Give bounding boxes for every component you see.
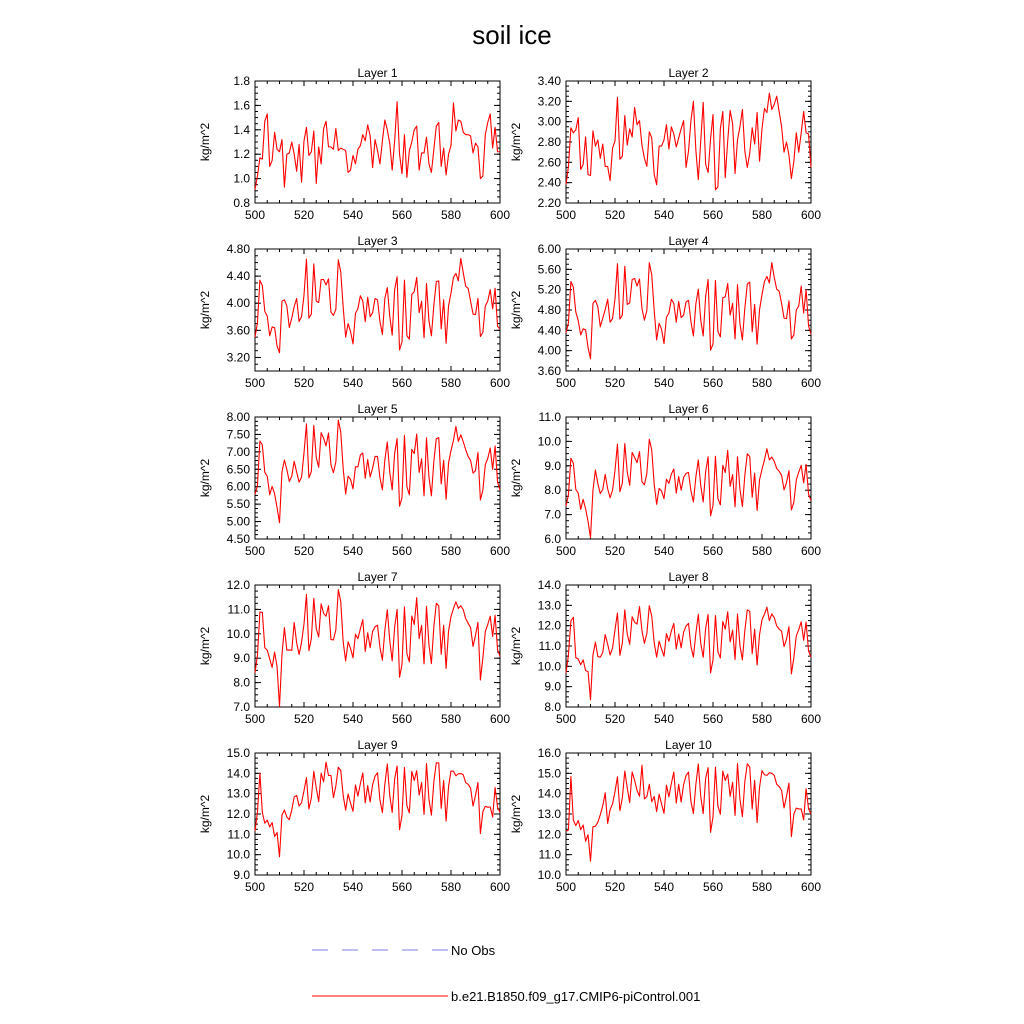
y-tick-label: 4.00: [537, 343, 561, 358]
y-axis-label: kg/m^2: [198, 458, 212, 498]
chart-panel: [198, 234, 510, 390]
x-tick-label: 600: [800, 544, 822, 558]
x-tick-label: 560: [702, 544, 724, 558]
y-tick-label: 5.50: [226, 497, 250, 512]
y-tick-label: 5.20: [537, 282, 561, 297]
x-tick-label: 600: [489, 544, 511, 558]
x-tick-label: 500: [555, 544, 577, 558]
y-tick-label: 14.0: [226, 766, 250, 781]
y-tick-label: 4.50: [226, 532, 250, 546]
plot-frame: [566, 585, 811, 707]
x-tick-label: 520: [604, 712, 626, 726]
y-tick-label: 3.60: [537, 364, 561, 378]
y-tick-label: 5.00: [226, 514, 250, 529]
x-tick-label: 580: [751, 712, 773, 726]
series-line: [566, 606, 811, 700]
y-tick-label: 4.80: [226, 242, 250, 256]
chart-panels: [198, 66, 821, 894]
y-axis-label: kg/m^2: [509, 626, 523, 666]
y-tick-label: 10.0: [537, 868, 561, 882]
x-tick-label: 600: [800, 712, 822, 726]
chart-panel: [509, 66, 821, 222]
y-tick-label: 10.0: [537, 659, 561, 674]
y-tick-label: 2.40: [537, 175, 561, 190]
x-tick-label: 500: [244, 544, 266, 558]
y-tick-label: 6.00: [537, 242, 561, 256]
x-tick-label: 540: [342, 880, 364, 894]
plot-frame: [255, 753, 500, 875]
y-axis-label: kg/m^2: [509, 290, 523, 330]
y-tick-label: 7.0: [544, 507, 561, 522]
series-line: [255, 590, 500, 707]
chart-panel: [509, 234, 821, 390]
panel-title: Layer 3: [357, 234, 398, 248]
y-tick-label: 1.8: [233, 74, 250, 88]
x-tick-label: 500: [244, 376, 266, 390]
y-tick-label: 12.0: [226, 578, 250, 592]
plot-frame: [255, 417, 500, 539]
y-tick-label: 16.0: [537, 746, 561, 760]
y-tick-label: 3.60: [226, 323, 250, 338]
panel-title: Layer 2: [668, 66, 709, 80]
panel-title: Layer 6: [668, 402, 709, 416]
x-tick-label: 600: [489, 712, 511, 726]
y-tick-label: 13.0: [537, 598, 561, 613]
y-tick-label: 6.0: [544, 532, 561, 546]
x-tick-label: 600: [800, 208, 822, 222]
x-tick-label: 580: [440, 880, 462, 894]
figure-title: soil ice: [472, 20, 552, 50]
x-tick-label: 540: [653, 880, 675, 894]
y-tick-label: 2.20: [537, 196, 561, 210]
x-tick-label: 540: [653, 712, 675, 726]
series-line: [255, 420, 500, 522]
x-tick-label: 580: [440, 208, 462, 222]
y-tick-label: 6.50: [226, 462, 250, 477]
x-tick-label: 580: [751, 376, 773, 390]
legend: [312, 943, 700, 1004]
y-tick-label: 4.80: [537, 303, 561, 317]
x-tick-label: 560: [702, 208, 724, 222]
panel-title: Layer 5: [357, 402, 398, 416]
x-tick-label: 500: [244, 712, 266, 726]
y-tick-label: 12.0: [537, 827, 561, 842]
panel-title: Layer 8: [668, 570, 709, 584]
series-line: [566, 764, 811, 862]
x-tick-label: 540: [653, 544, 675, 558]
series-line: [255, 762, 500, 857]
x-tick-label: 600: [489, 376, 511, 390]
chart-panel: [198, 402, 510, 558]
y-tick-label: 3.00: [537, 114, 561, 129]
x-tick-label: 540: [342, 376, 364, 390]
plot-frame: [255, 249, 500, 371]
x-tick-label: 560: [391, 208, 413, 222]
x-tick-label: 520: [604, 208, 626, 222]
y-tick-label: 1.0: [233, 171, 250, 186]
y-tick-label: 9.0: [233, 868, 250, 882]
y-tick-label: 0.8: [233, 196, 250, 210]
y-tick-label: 9.0: [233, 651, 250, 666]
y-tick-label: 14.0: [537, 786, 561, 801]
y-tick-label: 9.0: [544, 458, 561, 473]
y-tick-label: 10.0: [537, 434, 561, 449]
x-tick-label: 560: [702, 376, 724, 390]
x-tick-label: 560: [391, 712, 413, 726]
legend-obs-label: No Obs: [451, 943, 496, 958]
y-tick-label: 8.0: [233, 675, 250, 690]
x-tick-label: 520: [604, 880, 626, 894]
series-line: [255, 102, 500, 190]
y-tick-label: 1.6: [233, 98, 250, 113]
x-tick-label: 540: [342, 712, 364, 726]
x-tick-label: 540: [342, 208, 364, 222]
plot-frame: [566, 753, 811, 875]
x-tick-label: 560: [391, 880, 413, 894]
y-tick-label: 5.60: [537, 262, 561, 277]
x-tick-label: 580: [440, 712, 462, 726]
chart-panel: [509, 402, 821, 558]
y-axis-label: kg/m^2: [198, 794, 212, 834]
y-tick-label: 3.20: [226, 350, 250, 365]
plot-frame: [566, 417, 811, 539]
panel-title: Layer 9: [357, 738, 398, 752]
x-tick-label: 600: [800, 376, 822, 390]
y-tick-label: 12.0: [537, 618, 561, 633]
x-tick-label: 520: [604, 376, 626, 390]
y-axis-label: kg/m^2: [509, 458, 523, 498]
y-tick-label: 12.0: [226, 807, 250, 821]
y-tick-label: 8.0: [544, 700, 561, 714]
y-tick-label: 11.0: [227, 602, 250, 617]
x-tick-label: 500: [244, 208, 266, 222]
y-tick-label: 15.0: [537, 766, 561, 781]
y-tick-label: 1.4: [233, 122, 250, 137]
y-axis-label: kg/m^2: [509, 122, 523, 162]
y-axis-label: kg/m^2: [509, 794, 523, 834]
y-axis-label: kg/m^2: [198, 122, 212, 162]
y-tick-label: 14.0: [537, 578, 561, 592]
x-tick-label: 600: [489, 880, 511, 894]
x-tick-label: 500: [244, 880, 266, 894]
x-tick-label: 580: [440, 544, 462, 558]
panel-title: Layer 1: [357, 66, 398, 80]
x-tick-label: 580: [751, 544, 773, 558]
y-tick-label: 15.0: [226, 746, 250, 760]
series-line: [566, 439, 811, 538]
y-tick-label: 11.0: [538, 639, 561, 653]
x-tick-label: 500: [555, 712, 577, 726]
x-tick-label: 600: [800, 880, 822, 894]
x-tick-label: 520: [293, 880, 315, 894]
x-tick-label: 540: [342, 544, 364, 558]
x-tick-label: 580: [751, 880, 773, 894]
x-tick-label: 500: [555, 880, 577, 894]
y-tick-label: 2.60: [537, 155, 561, 170]
x-tick-label: 560: [702, 712, 724, 726]
y-tick-label: 8.00: [226, 410, 250, 424]
y-tick-label: 3.40: [537, 74, 561, 88]
y-tick-label: 4.40: [226, 269, 250, 284]
y-tick-label: 13.0: [226, 786, 250, 801]
x-tick-label: 560: [702, 880, 724, 894]
x-tick-label: 580: [751, 208, 773, 222]
plot-frame: [566, 249, 811, 371]
series-line: [566, 93, 811, 190]
y-tick-label: 8.0: [544, 483, 561, 498]
x-tick-label: 540: [653, 208, 675, 222]
y-tick-label: 3.20: [537, 94, 561, 109]
x-tick-label: 520: [293, 376, 315, 390]
y-tick-label: 10.0: [226, 626, 250, 641]
y-tick-label: 4.40: [537, 323, 561, 338]
x-tick-label: 500: [555, 208, 577, 222]
x-tick-label: 500: [555, 376, 577, 390]
chart-panel: [198, 66, 510, 222]
y-tick-label: 9.0: [544, 679, 561, 694]
panel-title: Layer 7: [357, 570, 398, 584]
y-tick-label: 4.00: [226, 296, 250, 311]
panel-title: Layer 4: [668, 234, 709, 248]
chart-panel: [198, 570, 510, 726]
series-line: [255, 258, 500, 352]
y-tick-label: 7.0: [233, 700, 250, 714]
chart-panel: [509, 570, 821, 726]
y-tick-label: 2.80: [537, 135, 561, 149]
y-tick-label: 1.2: [233, 147, 250, 162]
y-tick-label: 11.0: [538, 410, 561, 424]
series-line: [566, 263, 811, 359]
chart-panel: [509, 738, 821, 894]
y-axis-label: kg/m^2: [198, 290, 212, 330]
x-tick-label: 580: [440, 376, 462, 390]
x-tick-label: 520: [293, 208, 315, 222]
y-tick-label: 11.0: [538, 847, 561, 862]
x-tick-label: 540: [653, 376, 675, 390]
y-tick-label: 7.50: [226, 427, 250, 442]
y-tick-label: 11.0: [227, 827, 250, 842]
x-tick-label: 520: [293, 712, 315, 726]
x-tick-label: 520: [293, 544, 315, 558]
y-tick-label: 7.00: [226, 444, 250, 459]
chart-panel: [198, 738, 510, 894]
legend-model-label: b.e21.B1850.f09_g17.CMIP6-piControl.001: [451, 989, 701, 1004]
x-tick-label: 560: [391, 544, 413, 558]
x-tick-label: 520: [604, 544, 626, 558]
y-tick-label: 6.00: [226, 479, 250, 494]
x-tick-label: 560: [391, 376, 413, 390]
x-tick-label: 600: [489, 208, 511, 222]
panel-title: Layer 10: [665, 738, 712, 752]
y-axis-label: kg/m^2: [198, 626, 212, 666]
plot-frame: [566, 81, 811, 203]
y-tick-label: 10.0: [226, 847, 250, 862]
y-tick-label: 13.0: [537, 807, 561, 821]
